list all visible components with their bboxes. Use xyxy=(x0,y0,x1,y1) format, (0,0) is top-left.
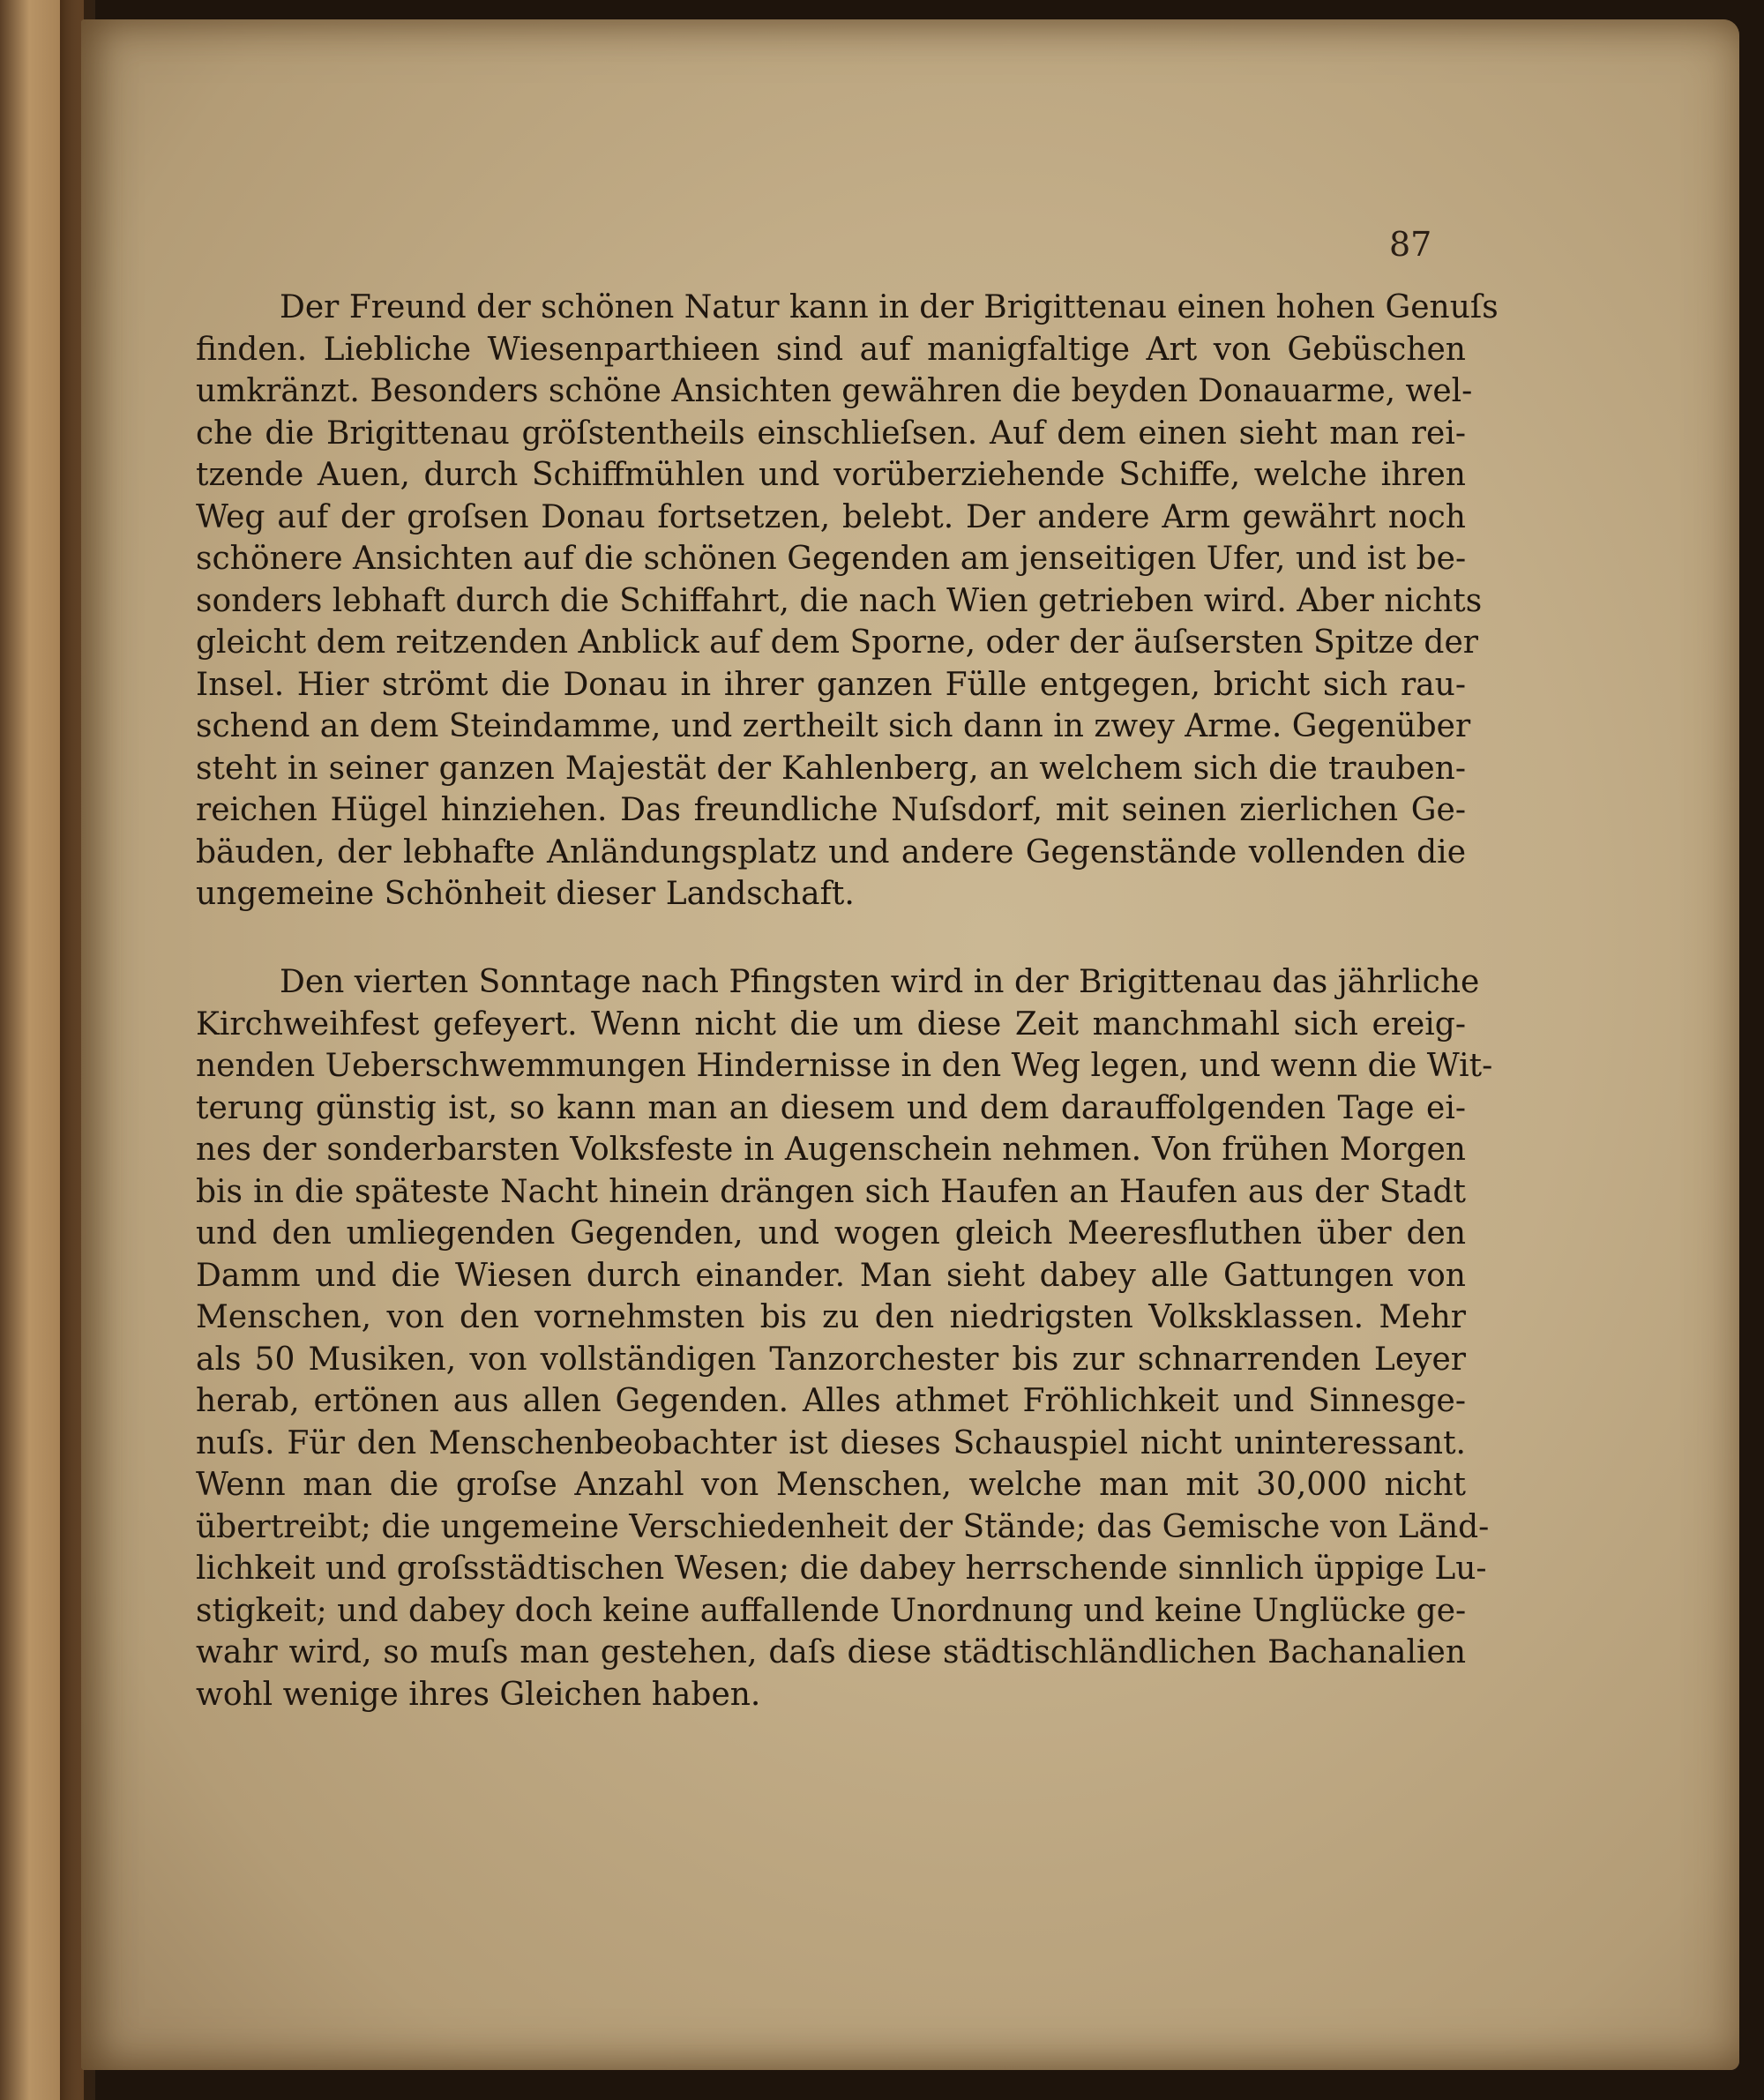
page-number: 87 xyxy=(1389,225,1432,264)
text-line: nenden Ueberschwemmungen Hindernisse in den Weg legen, und wenn die Wit- xyxy=(196,1048,1493,1084)
text-line: steht in seiner ganzen Majestät der Kahlenberg, an welchem sich die trauben- xyxy=(196,750,1466,787)
text-line: gleicht dem reitzenden Anblick auf dem Sporne, oder der äuſsersten Spitze der xyxy=(196,624,1478,661)
text-line: sonders lebhaft durch die Schiffahrt, die nach Wien getrieben wird. Aber nichts xyxy=(196,582,1483,619)
text-line: ungemeine Schönheit dieser Landschaft. xyxy=(196,876,855,912)
text-line: Weg auf der groſsen Donau fortsetzen, belebt. Der andere Arm gewährt noch xyxy=(196,498,1466,535)
text-line: nuſs. Für den Menschenbeobachter ist dieses Schauspiel nicht uninteressant. xyxy=(196,1424,1466,1461)
text-line: lichkeit und groſsstädtischen Wesen; die dabey herrschende sinnlich üppige Lu- xyxy=(196,1551,1487,1587)
text-line: finden. Liebliche Wiesenparthieen sind auf manigfaltige Art von Gebüschen xyxy=(196,331,1466,368)
text-line: nes der sonderbarsten Volksfeste in Augenschein nehmen. Von frühen Morgen xyxy=(196,1132,1466,1168)
text-line: Der Freund der schönen Natur kann in der Brigittenau einen hohen Genuſs xyxy=(280,289,1499,325)
text-line: als 50 Musiken, von vollständigen Tanzorchester bis zur schnarrenden Leyer xyxy=(196,1341,1466,1378)
text-line: Wenn man die groſse Anzahl von Menschen, welche man mit 30,000 nicht xyxy=(196,1467,1466,1503)
text-line: Menschen, von den vornehmsten bis zu den niedrigsten Volksklassen. Mehr xyxy=(196,1299,1466,1335)
text-line: Den vierten Sonntage nach Pfingsten wird in der Brigittenau das jährliche xyxy=(280,964,1480,1000)
text-line: tzende Auen, durch Schiffmühlen und vorüberziehende Schiffe, welche ihren xyxy=(196,457,1466,493)
text-line: bäuden, der lebhafte Anländungsplatz und andere Gegenstände vollenden die xyxy=(196,833,1466,871)
paragraph-1 xyxy=(196,287,1499,915)
text-line: wohl wenige ihres Gleichen haben. xyxy=(196,1676,761,1713)
text-line: Kirchweihfest gefeyert. Wenn nicht die um diese Zeit manchmahl sich ereig- xyxy=(196,1005,1466,1043)
text-line: reichen Hügel hinziehen. Das freundliche Nuſsdorf, mit seinen zierlichen Ge- xyxy=(196,792,1466,828)
paragraph-2 xyxy=(196,961,1493,1715)
text-line: che die Brigittenau gröſstentheils einschlieſsen. Auf dem einen sieht man rei- xyxy=(196,415,1466,452)
text-line: schend an dem Steindamme, und zertheilt sich dann in zwey Arme. Gegenüber xyxy=(196,708,1471,744)
text-line: umkränzt. Besonders schöne Ansichten gewähren die beyden Donauarme, wel- xyxy=(196,373,1473,409)
text-line: bis in die späteste Nacht hinein drängen sich Haufen an Haufen aus der Stadt xyxy=(196,1173,1466,1210)
text-line: stigkeit; und dabey doch keine auffallende Unordnung und keine Unglücke ge- xyxy=(196,1592,1467,1629)
text-line: Damm und die Wiesen durch einander. Man sieht dabey alle Gattungen von xyxy=(196,1257,1466,1294)
text-line: Insel. Hier strömt die Donau in ihrer ganzen Fülle entgegen, bricht sich rau- xyxy=(196,666,1466,703)
text-line: herab, ertönen aus allen Gegenden. Alles athmet Fröhlichkeit und Sinnesge- xyxy=(196,1383,1466,1419)
text-line: schönere Ansichten auf die schönen Gegenden am jenseitigen Ufer, und ist be- xyxy=(196,541,1467,577)
text-line: terung günstig ist, so kann man an diesem und dem darauffolgenden Tage ei- xyxy=(196,1089,1466,1126)
text-line: und den umliegenden Gegenden, und wogen gleich Meeresfluthen über den xyxy=(196,1215,1466,1252)
text-line: wahr wird, so muſs man gestehen, daſs diese städtischländlichen Bachanalien xyxy=(196,1634,1466,1670)
text-line: übertreibt; die ungemeine Verschiedenheit der Stände; das Gemische von Länd- xyxy=(196,1508,1490,1545)
